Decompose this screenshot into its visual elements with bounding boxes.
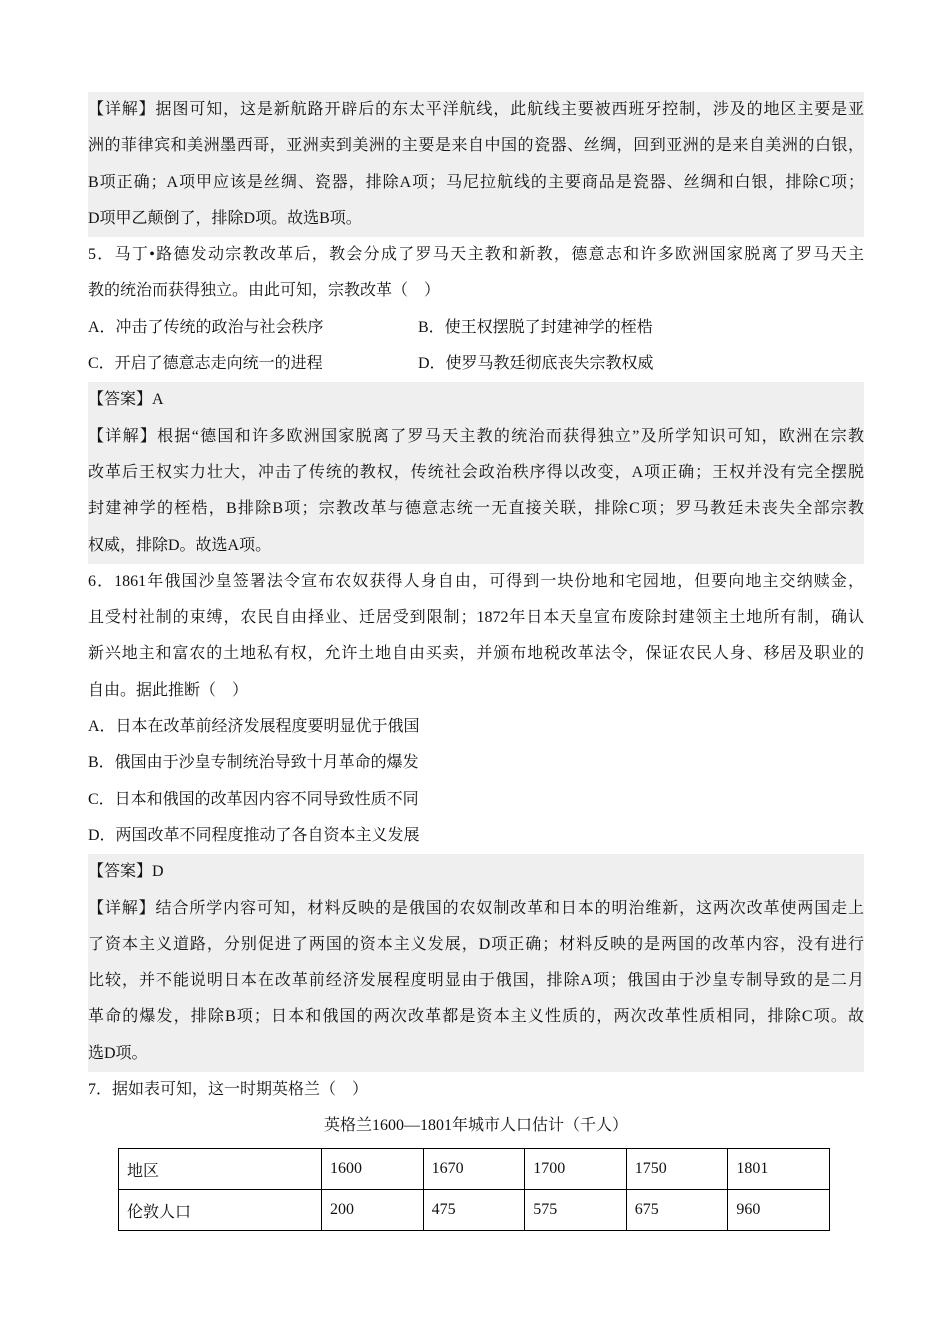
q6-option-d: D．两国改革不同程度推动了各自资本主义发展: [88, 826, 420, 844]
table-cell: 1801: [728, 1149, 830, 1190]
q5-stem: 教的统治而获得独立。由此可知，宗教改革（ ）: [88, 282, 441, 300]
q5-options-row: [88, 346, 864, 382]
table-cell: 960: [728, 1190, 830, 1231]
table-cell: 1600: [322, 1149, 424, 1190]
table-title: 英格兰1600—1801年城市人口估计（千人）: [323, 1117, 628, 1135]
q5-detail-line: 改革后王权实力壮大，冲击了传统的教权，传统社会政治秩序得以改变，A项正确；王权并没有完全摆脱: [88, 455, 864, 491]
population-table: [118, 1148, 830, 1231]
q5-detail-line: 【详解】根据“德国和许多欧洲国家脱离了罗马天主教的统治而获得独立”及所学知识可知，欧洲在宗教: [88, 419, 864, 455]
q6-detail-line: 比较，并不能说明日本在改革前经济发展程度明显由于俄国，排除A项；俄国由于沙皇专制导致的是二月: [88, 963, 864, 999]
q6-answer: 【答案】D: [88, 854, 864, 890]
q6-stem: 新兴地主和富农的土地私有权，允许土地自由买卖，并颁布地税改革法令，保证农民人身、移居及职业的: [88, 645, 864, 663]
q5-option-d: D．使罗马教廷彻底丧失宗教权威: [418, 355, 654, 373]
q6-option-c: C．日本和俄国的改革因内容不同导致性质不同: [88, 790, 419, 808]
q5-option-c: C．开启了德意志走向统一的进程: [88, 355, 323, 373]
q5-detail-line: 权威，排除D。故选A项。: [88, 528, 864, 564]
q5-detail-line: 封建神学的桎梏，B排除B项；宗教改革与德意志统一无直接关联，排除C项；罗马教廷未丧失全部宗教: [88, 491, 864, 527]
q6-detail-line: 革命的爆发，排除B项；日本和俄国的两次改革都是资本主义性质的，两次改革性质相同，排除C项。故: [88, 999, 864, 1035]
q6-detail-line: 选D项。: [88, 1036, 864, 1072]
q4-detail-line: 【详解】据图可知，这是新航路开辟后的东太平洋航线，此航线主要被西班牙控制，涉及的地区主要是亚: [88, 92, 864, 128]
q4-detail-line: 洲的菲律宾和美洲墨西哥，亚洲卖到美洲的主要是来自中国的瓷器、丝绸，回到亚洲的是来自美洲的白银，: [88, 128, 864, 164]
table-cell: 200: [322, 1190, 424, 1231]
q5-option-b: B．使王权摆脱了封建神学的桎梏: [418, 318, 653, 336]
q5-options-row: [88, 310, 864, 346]
table-row: [119, 1190, 830, 1231]
q6-stem: 自由。据此推断（ ）: [88, 681, 249, 699]
table-header-row: [119, 1149, 830, 1190]
table-cell: 1700: [525, 1149, 627, 1190]
table-cell: 1670: [423, 1149, 525, 1190]
q6-option-b: B．俄国由于沙皇专制统治导致十月革命的爆发: [88, 754, 419, 772]
q5-stem: 5．马丁•路德发动宗教改革后，教会分成了罗马天主教和新教，德意志和许多欧洲国家脱离了罗马天主: [88, 246, 864, 264]
q5-option-a: A．冲击了传统的政治与社会秩序: [88, 318, 324, 336]
table-cell: 伦敦人口: [119, 1190, 322, 1231]
q4-detail-line: B项正确；A项甲应该是丝绸、瓷器，排除A项；马尼拉航线的主要商品是瓷器、丝绸和白银，排除C项；: [88, 165, 864, 201]
q6-option-a: A．日本在改革前经济发展程度要明显优于俄国: [88, 718, 420, 736]
table-cell: 1750: [626, 1149, 728, 1190]
q6-stem: 6．1861年俄国沙皇签署法令宣布农奴获得人身自由，可得到一块份地和宅园地，但要向地主交纳赎金，: [88, 572, 864, 590]
q4-detail-line: D项甲乙颠倒了，排除D项。故选B项。: [88, 201, 864, 237]
table-cell: 675: [626, 1190, 728, 1231]
q6-detail-line: 了资本主义道路，分别促进了两国的资本主义发展，D项正确；材料反映的是两国的改革内容，没有进行: [88, 927, 864, 963]
q6-stem: 且受村社制的束缚，农民自由择业、迁居受到限制；1872年日本天皇宣布废除封建领主土地所有制，确认: [88, 609, 864, 627]
q6-detail-line: 【详解】结合所学内容可知，材料反映的是俄国的农奴制改革和日本的明治维新，这两次改革使两国走上: [88, 891, 864, 927]
table-cell: 475: [423, 1190, 525, 1231]
table-cell: 575: [525, 1190, 627, 1231]
q5-answer: 【答案】A: [88, 382, 864, 418]
q7-stem: 7．据如表可知，这一时期英格兰（ ）: [88, 1081, 369, 1099]
table-cell: 地区: [119, 1149, 322, 1190]
